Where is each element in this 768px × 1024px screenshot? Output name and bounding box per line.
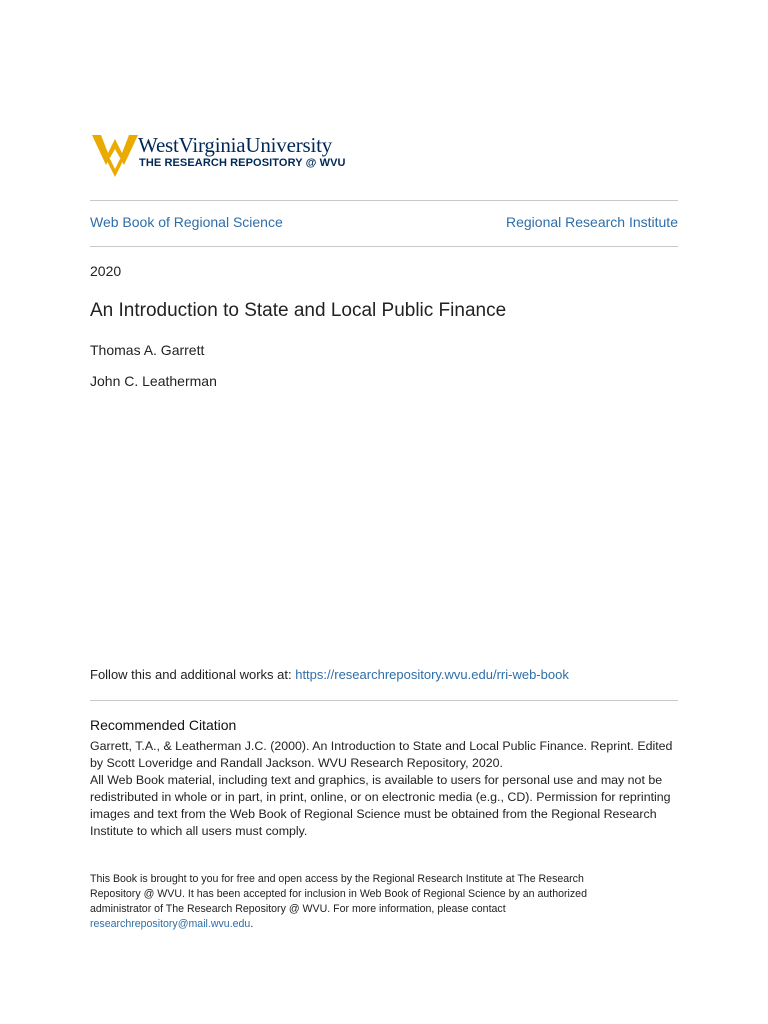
access-notice-end: .	[250, 918, 254, 930]
publication-year: 2020	[90, 263, 122, 279]
contact-email-link[interactable]: researchrepository@mail.wvu.edu	[90, 918, 251, 930]
wvu-logo[interactable]	[90, 131, 390, 181]
document-title: An Introduction to State and Local Public Finance	[90, 300, 507, 321]
recommended-citation-heading: Recommended Citation	[90, 717, 237, 733]
author-name: John C. Leatherman	[90, 373, 217, 389]
collection-url-link[interactable]: https://researchrepository.wvu.edu/rri-web-book	[295, 667, 569, 682]
follow-line	[90, 667, 569, 682]
citation-divider	[90, 700, 678, 701]
citation-text: Garrett, T.A., & Leatherman J.C. (2000). An Introduction to State and Local Public Finance. Reprint. Edited by Scott Loveridge and Randall Jackson. WVU Research Repository, 2020.	[90, 739, 673, 770]
web-book-link[interactable]: Web Book of Regional Science	[90, 214, 283, 230]
access-notice-text: This Book is brought to you for free and open access by the Regional Research Institute at The Research Repository @ WVU. It has been accepted for inclusion in Web Book of Regional Science by an authorized administrator of The Research Repository @ WVU. For more information, please contact	[90, 873, 587, 915]
follow-text: Follow this and additional works at:	[90, 667, 296, 682]
flying-wv-icon	[92, 131, 138, 177]
author-name: Thomas A. Garrett	[90, 342, 205, 358]
rights-statement: All Web Book material, including text and graphics, is available to users for personal use and may not be redistributed in whole or in part, in print, online, or on electronic media (e.g., CD). Permission for reprinting images and text from the Web Book of Regional Science must be obtained from the Regional Research Institute to which all users must comply.	[90, 773, 671, 838]
recommended-citation-body	[90, 738, 678, 840]
top-divider	[90, 200, 678, 201]
open-access-notice	[90, 872, 630, 932]
regional-research-institute-link[interactable]: Regional Research Institute	[506, 214, 678, 230]
university-name: WestVirginiaUniversity	[138, 133, 333, 157]
nav-divider	[90, 246, 678, 247]
repository-subtitle: THE RESEARCH REPOSITORY @ WVU	[139, 157, 346, 169]
